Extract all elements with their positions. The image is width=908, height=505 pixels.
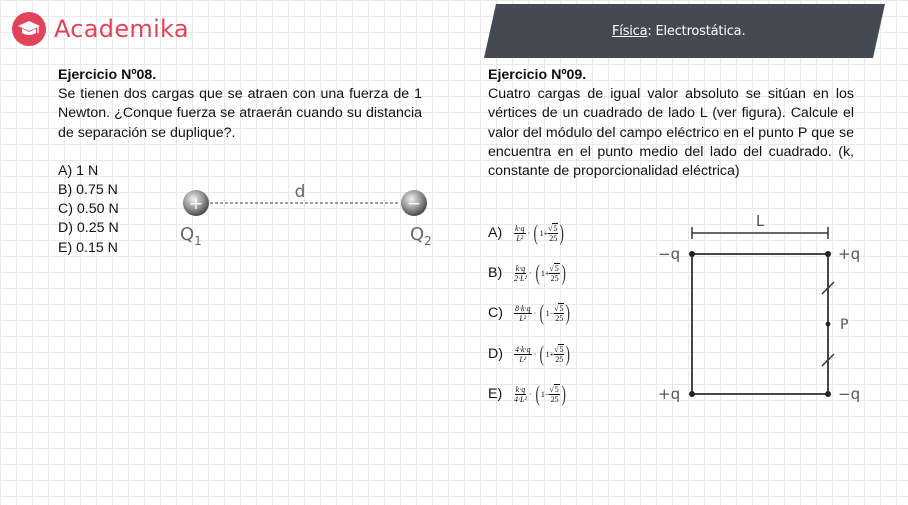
option-formula: $\frac{k\cdot q}{\text{2·L²}}$ · ( 1 + $\frac{√5}{25}$ ) [514, 260, 566, 285]
academika-logo [12, 12, 189, 46]
root-fraction: $\frac{√5}{25}$ [549, 384, 559, 404]
ex9-option-e [488, 377, 567, 411]
square-charges-figure [656, 210, 876, 410]
root-fraction: $\frac{√5}{25}$ [549, 263, 559, 283]
ex9-option-b [488, 256, 567, 290]
corner-charge [825, 251, 831, 257]
option-label: B) [488, 265, 503, 281]
charge-label-top-right: +q [838, 245, 861, 263]
topic-title: Física: Electrostática. [612, 24, 746, 39]
q1-label: $Q_1$ [180, 224, 202, 248]
square [692, 254, 828, 394]
corner-charge [689, 251, 695, 257]
root-fraction: $\frac{√5}{25}$ [554, 303, 564, 323]
side-label: L [755, 212, 765, 230]
exercise-8-title: Ejercicio Nº08. [58, 67, 157, 83]
option-label: A) [488, 225, 503, 241]
option-formula: $\frac{8\cdot k\cdot q}{\text{L²}}$ · ( 1 − $\frac{√5}{25}$ ) [515, 300, 571, 325]
option-b: B) 0.75 N [58, 182, 118, 199]
fraction: $\frac{4\cdot k\cdot q}{\text{L²}}$ [515, 344, 531, 364]
root-fraction: $\frac{√5}{25}$ [554, 344, 564, 364]
option-formula: $\frac{4\cdot k\cdot q}{\text{L²}}$ · ( 1 + $\frac{√5}{25}$ ) [515, 341, 571, 366]
corner-charge [689, 391, 695, 397]
option-label: E) [488, 386, 503, 402]
option-c: C) 0.50 N [58, 201, 119, 218]
option-d: D) 0.25 N [58, 220, 119, 237]
ex9-option-c [488, 296, 572, 330]
charge-label-bottom-left: +q [658, 385, 681, 403]
option-formula: $\frac{k\cdot q}{\text{4·L²}}$ · ( 1 − $\frac{√5}{25}$ ) [514, 381, 566, 406]
fraction: $\frac{k\cdot q}{\text{L²}}$ [515, 223, 525, 243]
option-label: D) [488, 346, 503, 362]
ex9-option-d [488, 337, 572, 371]
plus-sign: + [188, 194, 204, 214]
exercise-8-text: Se tienen dos cargas que se atraen con una fuerza de 1 Newton. ¿Conque fuerza se atraerán cuando su distancia de separación se duplique?. [58, 86, 422, 141]
charge-label-top-left: −q [658, 245, 681, 263]
minus-sign: − [406, 194, 422, 214]
root-fraction: $\frac{√5}{25}$ [548, 223, 558, 243]
point-p [826, 322, 831, 327]
fraction: $\frac{8\cdot k\cdot q}{\text{L²}}$ [515, 303, 531, 323]
exercise-9-text: Cuatro cargas de igual valor absoluto se sitúan en los vértices de un cuadrado de lado L (ver figura). Calcule el valor del módulo del campo eléctrico en el punto P que se encuentra en el punto medio del lado del cuadrado. (k, constante de proporcionalidad eléctrica) [488, 86, 854, 180]
exercise-9 [488, 66, 854, 181]
option-e: E) 0.15 N [58, 239, 118, 256]
ex9-option-a [488, 216, 566, 250]
charge-label-bottom-right: −q [838, 385, 861, 403]
fraction: $\frac{k\cdot q}{\text{2·L²}}$ [514, 263, 527, 283]
distance-label: d [294, 182, 306, 202]
two-charges-figure [172, 180, 444, 250]
brand-name: Academika [54, 15, 189, 43]
exercise-9-title: Ejercicio Nº09. [488, 67, 587, 83]
q2-label: $Q_2$ [410, 224, 432, 248]
option-a: A) 1 N [58, 162, 99, 179]
fraction: $\frac{k\cdot q}{\text{4·L²}}$ [514, 384, 527, 404]
corner-charge [825, 391, 831, 397]
graduation-cap-icon [12, 12, 46, 46]
option-formula: $\frac{k\cdot q}{\text{L²}}$ · ( 1 + $\frac{√5}{25}$ ) [515, 220, 565, 245]
option-label: C) [488, 305, 503, 321]
point-p-label: P [840, 317, 849, 333]
